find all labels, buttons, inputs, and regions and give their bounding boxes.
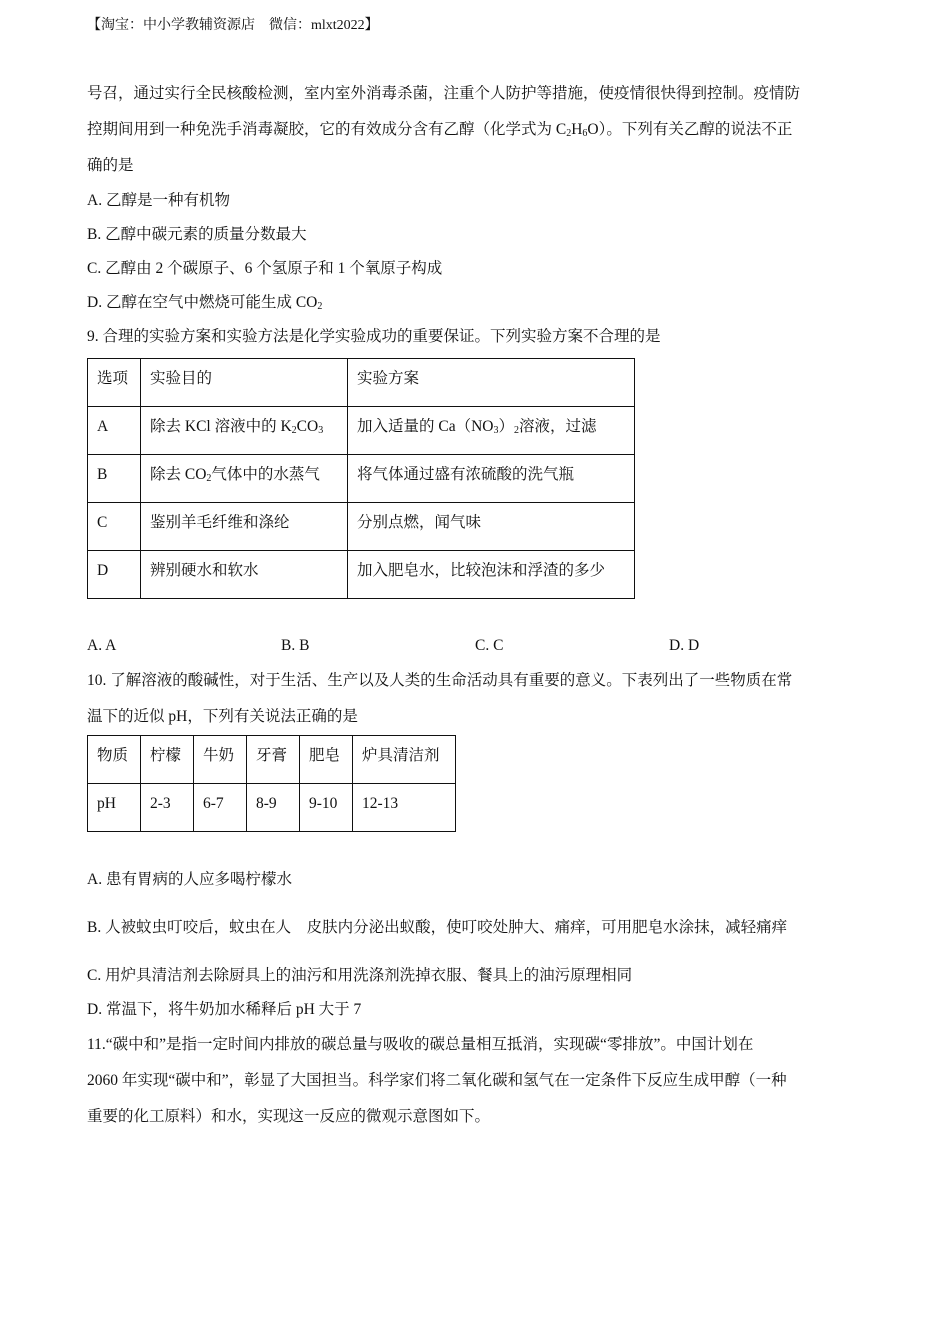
q11-line-2: 2060 年实现“碳中和”，彰显了大国担当。科学家们将二氧化碳和氢气在一定条件下反应生成甲醇（一种 xyxy=(87,1072,787,1089)
table-row xyxy=(88,359,635,407)
q8-line-1: 号召，通过实行全民核酸检测，室内室外消毒杀菌，注重个人防护等措施，使疫情很快得到控制。疫情防 xyxy=(87,85,801,102)
table-cell: D xyxy=(88,551,141,599)
table-cell: 加入肥皂水，比较泡沫和浮渣的多少 xyxy=(348,551,635,599)
table-cell: 柠檬 xyxy=(141,736,194,784)
table-cell: 炉具清洁剂 xyxy=(353,736,456,784)
table-row xyxy=(88,503,635,551)
q8-line-2-part: O）。下列有关乙醇的说法不正 xyxy=(587,121,793,138)
cell-text: 溶液，过滤 xyxy=(519,418,597,435)
table-cell: 牛奶 xyxy=(194,736,247,784)
table-cell: A xyxy=(88,407,141,455)
table-row xyxy=(88,551,635,599)
q9-choice-b: B. B xyxy=(281,637,310,654)
q8-option-c: C. 乙醇由 2 个碳原子、6 个氢原子和 1 个氧原子构成 xyxy=(87,260,443,277)
table-cell xyxy=(348,407,635,455)
table-cell: B xyxy=(88,455,141,503)
table-cell xyxy=(141,455,348,503)
q8-line-3: 确的是 xyxy=(87,157,134,174)
subscript: 2 xyxy=(206,473,212,484)
q8-line-2-part: H xyxy=(571,121,583,138)
table-cell: 将气体通过盛有浓硫酸的洗气瓶 xyxy=(348,455,635,503)
q8-line-2-part: 控期间用到一种免洗手消毒凝胶，它的有效成分含有乙醇（化学式为 C xyxy=(87,121,567,138)
q9-choice-a: A. A xyxy=(87,637,117,654)
table-cell: 2-3 xyxy=(141,784,194,832)
q8-line-2 xyxy=(87,112,867,148)
q10-option-c: C. 用炉具清洁剂去除厨具上的油污和用洗涤剂洗掉衣服、餐具上的油污原理相同 xyxy=(87,967,633,984)
table-cell: 9-10 xyxy=(300,784,353,832)
subscript: 3 xyxy=(493,425,499,436)
table-cell: 12-13 xyxy=(353,784,456,832)
cell-text: ） xyxy=(498,418,514,435)
subscript: 2 xyxy=(514,425,519,436)
table-row xyxy=(88,455,635,503)
table-cell: 8-9 xyxy=(247,784,300,832)
table-cell: 6-7 xyxy=(194,784,247,832)
table-row xyxy=(88,407,635,455)
q8-option-d xyxy=(87,286,867,320)
table-header-cell: 选项 xyxy=(88,359,141,407)
q10-option-d: D. 常温下，将牛奶加水稀释后 pH 大于 7 xyxy=(87,1001,362,1018)
subscript: 3 xyxy=(318,425,324,436)
subscript: 2 xyxy=(317,301,323,312)
q9-table xyxy=(87,358,635,599)
table-row xyxy=(88,784,456,832)
q10-option-b: B. 人被蚊虫叮咬后，蚊虫在人 皮肤内分泌出蚁酸，使叮咬处肿大、痛痒，可用肥皂水涂抹，减轻痛痒 xyxy=(87,919,788,936)
table-cell: 肥皂 xyxy=(300,736,353,784)
question-content xyxy=(87,76,867,1135)
q8-option-b: B. 乙醇中碳元素的质量分数最大 xyxy=(87,226,307,243)
q10-ph-table xyxy=(87,735,456,832)
table-cell: pH xyxy=(88,784,141,832)
table-cell: C xyxy=(88,503,141,551)
q9-choices xyxy=(87,629,867,663)
cell-text: 加入适量的 Ca（NO xyxy=(357,418,494,435)
cell-text: 除去 CO xyxy=(150,466,207,483)
table-cell: 物质 xyxy=(88,736,141,784)
cell-text: 气体中的水蒸气 xyxy=(211,466,320,483)
table-cell: 牙膏 xyxy=(247,736,300,784)
q10-line-1: 10. 了解溶液的酸碱性，对于生活、生产以及人类的生命活动具有重要的意义。下表列出了一些物质在常 xyxy=(87,672,793,689)
q9-choice-d: D. D xyxy=(669,637,700,654)
cell-text: 除去 KCl 溶液中的 K xyxy=(150,418,292,435)
q10-option-a: A. 患有胃病的人应多喝柠檬水 xyxy=(87,871,292,888)
table-header-cell: 实验目的 xyxy=(141,359,348,407)
table-cell: 分别点燃，闻气味 xyxy=(348,503,635,551)
subscript: 2 xyxy=(291,425,297,436)
page-header: 【淘宝：中小学教辅资源店 微信：mlxt2022】 xyxy=(87,18,379,33)
table-cell: 鉴别羊毛纤维和涤纶 xyxy=(141,503,348,551)
q9-choice-c: C. C xyxy=(475,637,504,654)
table-header-cell: 实验方案 xyxy=(348,359,635,407)
cell-text: CO xyxy=(296,418,319,435)
q11-line-3: 重要的化工原料）和水，实现这一反应的微观示意图如下。 xyxy=(87,1108,491,1125)
table-cell xyxy=(141,407,348,455)
q8-option-d-text: D. 乙醇在空气中燃烧可能生成 CO xyxy=(87,294,318,311)
q9-stem: 9. 合理的实验方案和实验方法是化学实验成功的重要保证。下列实验方案不合理的是 xyxy=(87,328,661,345)
q8-option-a: A. 乙醇是一种有机物 xyxy=(87,192,230,209)
subscript: 6 xyxy=(582,128,588,139)
q11-line-1: 11.“碳中和”是指一定时间内排放的碳总量与吸收的碳总量相互抵消，实现碳“零排放”。中国计划在 xyxy=(87,1036,754,1053)
q10-line-2: 温下的近似 pH，下列有关说法正确的是 xyxy=(87,708,358,725)
subscript: 2 xyxy=(566,128,572,139)
table-row xyxy=(88,736,456,784)
table-cell: 辨别硬水和软水 xyxy=(141,551,348,599)
